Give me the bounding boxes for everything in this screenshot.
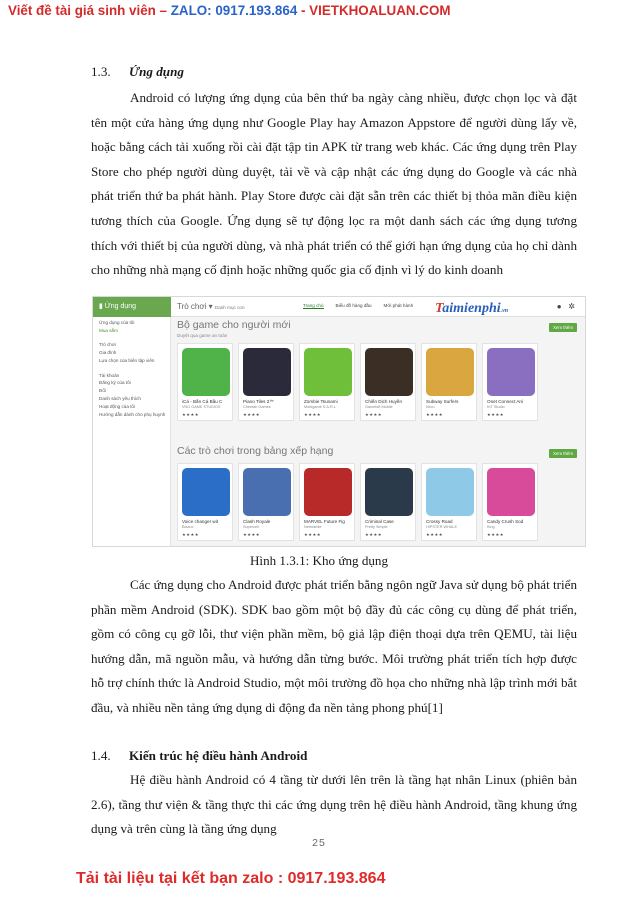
store-tabs (303, 303, 425, 308)
app-rating: ★★★★ (304, 532, 322, 537)
app-card[interactable] (360, 463, 416, 541)
app-card[interactable] (238, 343, 294, 421)
app-rating: ★★★★ (426, 412, 444, 417)
app-developer: Baviux (182, 525, 194, 529)
app-rating: ★★★★ (243, 532, 261, 537)
see-more-button[interactable]: Xem thêm (549, 323, 577, 332)
app-name: Subway Surfers (426, 399, 459, 404)
app-card[interactable] (177, 343, 233, 421)
app-developer: Supercell (243, 525, 259, 529)
app-thumbnail (426, 468, 474, 516)
app-developer: VNG GAME STUDIOS (182, 405, 221, 409)
app-name: iCá - Bắn Cá Bầu C (182, 399, 223, 404)
app-rating: ★★★★ (365, 532, 383, 537)
app-developer: Gameloft Mobile (365, 405, 393, 409)
section-new-players-subtitle: Duyệt qua game an toàn (177, 333, 228, 338)
sidebar-item[interactable]: Đăng ký của tôi (99, 380, 131, 386)
section-number: 1.3. (91, 64, 111, 79)
cards-row-top (177, 343, 538, 421)
app-name: Voice changer wit (182, 519, 219, 524)
subcategory-dropdown[interactable]: Danh mục con (214, 305, 245, 310)
sidebar-item[interactable]: Lựa chọn của biên tập viên (99, 357, 155, 363)
banner-site: - VIETKHOALUAN.COM (297, 3, 451, 18)
app-name: Chiến Dịch Huyền (365, 399, 403, 404)
tab-new-releases[interactable]: Mới phát hành (383, 303, 414, 308)
app-thumbnail (365, 468, 413, 516)
app-thumbnail (365, 348, 413, 396)
app-thumbnail (426, 348, 474, 396)
sidebar-item[interactable]: Gia đình (99, 350, 117, 356)
app-card[interactable] (421, 463, 477, 541)
section-number: 1.4. (91, 748, 111, 763)
watermark-logo: Taimienphi.vn (435, 301, 509, 316)
top-banner (8, 3, 451, 18)
app-name: Candy Crush Sod (487, 519, 524, 524)
paragraph-architecture (91, 768, 577, 842)
app-card[interactable] (360, 343, 416, 421)
section-heading-1-3 (91, 64, 184, 80)
page-number: 25 (312, 837, 326, 849)
app-thumbnail (304, 348, 352, 396)
app-card[interactable] (421, 343, 477, 421)
play-store-screenshot (92, 296, 586, 547)
app-name: MARVEL Future Fig (304, 519, 345, 524)
app-rating: ★★★★ (365, 412, 383, 417)
app-thumbnail (304, 468, 352, 516)
app-developer: Kiloo (426, 405, 435, 409)
paragraph-apps (91, 86, 577, 283)
app-developer: King (487, 525, 495, 529)
store-category-title: Trò chơi (177, 302, 207, 311)
chevron-down-icon: ▾ (206, 302, 215, 311)
app-developer: KIT Studio (487, 405, 505, 409)
app-name: Piano Tiles 2™ (243, 399, 274, 404)
sidebar-item[interactable]: Mua sắm (99, 327, 118, 333)
app-thumbnail (487, 348, 535, 396)
banner-zalo-label: ZALO: (170, 3, 216, 18)
app-rating: ★★★★ (182, 532, 200, 537)
app-card[interactable] (299, 463, 355, 541)
top-icons (557, 302, 575, 311)
app-card[interactable] (482, 463, 538, 541)
app-thumbnail (243, 468, 291, 516)
app-card[interactable] (299, 343, 355, 421)
sidebar-item[interactable]: Đổi (99, 388, 106, 394)
see-more-button[interactable]: Xem thêm (549, 449, 577, 458)
app-card[interactable] (177, 463, 233, 541)
app-developer: Pretty Simple (365, 525, 388, 529)
sidebar-item[interactable]: Tài khoản (99, 372, 120, 378)
app-rating: ★★★★ (487, 532, 505, 537)
app-thumbnail (243, 348, 291, 396)
app-name: Clash Royale (243, 519, 271, 524)
paragraph-text: Android có lượng ứng dụng của bên thứ ba ngày càng nhiều, được chọn lọc và đặt tên một cửa hàng ứng dụng như Google Play hay Amazon Appstore để người dùng lấy về, hoặc bằng cách tải xuống rồi cài đặt tập tin APK từ trang web khác. Các ứng dụng trên Play Store cho phép người dùng duyệt, tải về và cập nhật các ứng dụng do Google và các nhà phát triển thứ ba phát hành. Play Store được cài đặt sẵn trên các thiết bị thỏa mãn điều kiện tương thích của Google. Ứng dụng sẽ tự động lọc ra một danh sách các ứng dụng tương thích với thiết bị của người dùng, và nhà phát triển có thể giới hạn ứng dụng của họ chỉ dành cho những nhà mạng cố định hoặc những quốc gia cố định vì lý do kinh doanh (91, 90, 577, 278)
bottom-banner (76, 870, 385, 888)
app-developer: Netmarble (304, 525, 322, 529)
app-developer: Mobigame S.A.R.L (304, 405, 336, 409)
section-top-charts-title: Các trò chơi trong bảng xếp hạng (177, 445, 334, 457)
app-card[interactable] (482, 343, 538, 421)
app-name: Crossy Road (426, 519, 453, 524)
figure-caption: Hình 1.3.1: Kho ứng dụng (249, 553, 389, 568)
section-heading-1-4 (91, 748, 307, 764)
app-name: Zombie Tsunami (304, 399, 338, 404)
tab-top-charts[interactable]: Biểu đồ hàng đầu (335, 303, 372, 308)
gear-icon[interactable]: ✲ (568, 302, 575, 311)
app-rating: ★★★★ (487, 412, 505, 417)
app-name: Onet Connect Ani (487, 399, 524, 404)
section-new-players-title: Bộ game cho người mới (177, 319, 291, 331)
help-icon[interactable]: ● (556, 302, 562, 311)
app-thumbnail (182, 348, 230, 396)
app-rating: ★★★★ (243, 412, 261, 417)
sidebar-item[interactable]: Danh sách yêu thích (99, 395, 141, 401)
sidebar-item[interactable]: Trò chơi (99, 342, 116, 348)
sidebar-item[interactable]: Ứng dụng của tôi (99, 320, 135, 325)
app-rating: ★★★★ (304, 412, 322, 417)
sidebar-header[interactable]: ▮ Ứng dụng (93, 297, 171, 317)
section-title: Ứng dụng (129, 64, 184, 79)
paragraph-text: Hệ điều hành Android có 4 tầng từ dưới lên trên là tầng hạt nhân Linux (phiên bản 2.6), tầng thư viện & tầng thực thi các ứng dụng trên hệ điều hành Android, tầng khung ứng dụng và trên cùng là tầng ứng dụng (91, 772, 577, 837)
app-developer: HIPSTER WHALE (426, 525, 458, 529)
store-sidebar (93, 317, 171, 547)
app-thumbnail (182, 468, 230, 516)
bottom-banner-phone: : 0917.193.864 (277, 870, 386, 887)
tab-home[interactable]: Trang chủ (303, 303, 324, 308)
section-title: Kiến trúc hệ điều hành Android (129, 748, 308, 763)
banner-phone: 0917.193.864 (215, 3, 298, 18)
store-title-row (177, 302, 245, 311)
app-card[interactable] (238, 463, 294, 541)
paragraph-text: Các ứng dụng cho Android được phát triển bằng ngôn ngữ Java sử dụng bộ phát triển phần mềm Android (SDK). SDK bao gồm một bộ đầy đủ các công cụ dùng để phát triển, gồm có công cụ gỡ lỗi, thư viện phần mềm, bộ giả lập điện thoại dựa trên QEMU, tài liệu hướng dẫn, mã nguồn mẫu, và hướng dẫn từng bước. Môi trường phát triển tích hợp được hỗ trợ chính thức là Android Studio, một môi trường đồ họa cho những nhà lập trình mới bắt đầu, và nhiều nền tảng ứng dụng di động đa nền tảng phong phú[1] (91, 577, 577, 715)
app-developer: Cheetah Games (243, 405, 271, 409)
app-rating: ★★★★ (426, 532, 444, 537)
bottom-banner-text: Tải tài liệu tại kết bạn zalo (76, 870, 278, 887)
banner-text-1: Viết đề tài giá sinh viên – (8, 3, 171, 18)
apps-icon: ▮ (99, 303, 105, 310)
paragraph-sdk (91, 573, 577, 721)
sidebar-item[interactable]: Hướng dẫn dành cho phụ huynh (99, 411, 166, 417)
cards-row-bottom (177, 463, 538, 541)
sidebar-item[interactable]: Hoạt động của tôi (99, 403, 136, 409)
app-name: Criminal Case (365, 519, 394, 524)
app-rating: ★★★★ (182, 412, 200, 417)
app-thumbnail (487, 468, 535, 516)
